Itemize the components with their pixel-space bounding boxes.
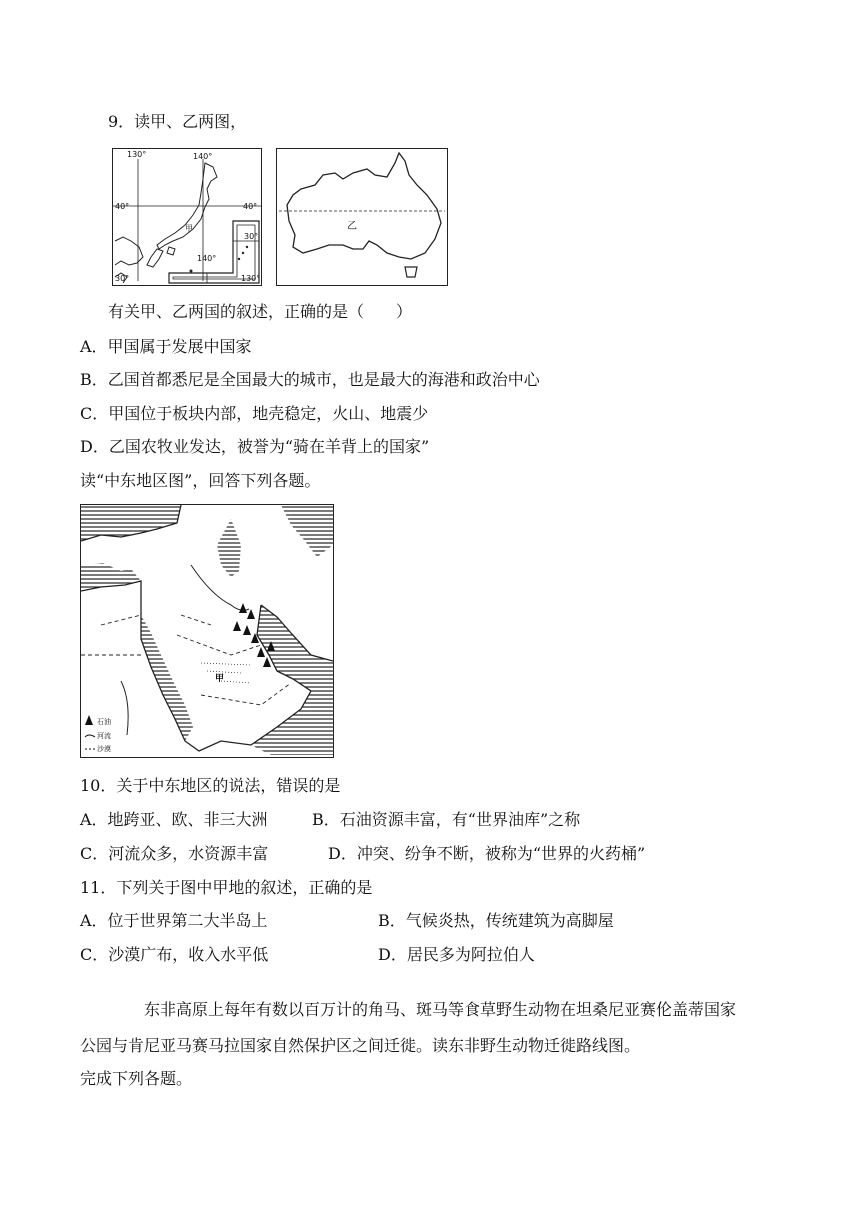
- q10-stem: 10．关于中东地区的说法，错误的是: [80, 776, 341, 795]
- q9-option-c: C．甲国位于板块内部，地壳稳定，火山、地震少: [80, 404, 429, 423]
- lat-30-right-label: 30°: [244, 232, 259, 241]
- jia-label: 甲: [185, 224, 193, 233]
- q10-option-a: A．地跨亚、欧、非三大洲: [80, 810, 268, 829]
- q9-option-d: D．乙国农牧业发达，被誉为“骑在羊背上的国家”: [80, 437, 430, 456]
- map-jia-japan: [112, 148, 262, 286]
- lat-40-right-label: 40°: [243, 202, 258, 211]
- lat-40-left-label: 40°: [115, 202, 130, 211]
- legend-river-icon: [85, 735, 95, 737]
- q11-option-c: C．沙漠广布，收入水平低: [80, 945, 269, 964]
- map-middle-east: [80, 504, 334, 758]
- middle-east-intro: 读“中东地区图”，回答下列各题。: [80, 471, 321, 490]
- inset-130-label: 130°: [241, 274, 261, 283]
- lon-140-label: 140°: [193, 152, 213, 161]
- q9-intro: 9．读甲、乙两图，: [108, 112, 247, 131]
- q11-option-b: B．气候炎热，传统建筑为高脚屋: [378, 911, 614, 930]
- east-africa-para-line2: 公园与肯尼亚马赛马拉国家自然保护区之间迁徙。读东非野生动物迁徙路线图。: [80, 1036, 641, 1055]
- map-yi-australia: [276, 148, 448, 286]
- q11-stem: 11．下列关于图中甲地的叙述，正确的是: [80, 878, 373, 897]
- lat-30-left-label: 30°: [115, 274, 130, 283]
- me-jia-label: 甲: [215, 674, 225, 684]
- q9-option-a: A．甲国属于发展中国家: [80, 337, 252, 356]
- q9-option-b: B．乙国首都悉尼是全国最大的城市，也是最大的海港和政治中心: [80, 370, 540, 389]
- lon-130-label: 130°: [127, 150, 147, 159]
- legend-river-text: 河流: [97, 732, 111, 740]
- q10-option-d: D．冲突、纷争不断，被称为“世界的火药桶”: [328, 844, 646, 863]
- east-africa-para-line3: 完成下列各题。: [80, 1069, 193, 1088]
- legend: [85, 715, 111, 753]
- q11-option-a: A．位于世界第二大半岛上: [80, 911, 268, 930]
- yi-label: 乙: [347, 221, 357, 232]
- q11-option-d: D．居民多为阿拉伯人: [378, 945, 535, 964]
- legend-oil-text: 石油: [97, 718, 111, 726]
- legend-oil-icon: [85, 715, 93, 725]
- q9-stem: 有关甲、乙两国的叙述，正确的是（ ）: [108, 302, 413, 321]
- q10-option-c: C．河流众多，水资源丰富: [80, 844, 269, 863]
- q10-option-b: B．石油资源丰富，有“世界油库”之称: [312, 810, 581, 829]
- legend-desert-text: 沙漠: [97, 745, 111, 753]
- east-africa-para-line1: 东非高原上每年有数以百万计的角马、斑马等食草野生动物在坦桑尼亚赛伦盖蒂国家: [144, 1000, 737, 1019]
- inset-140-label: 140°: [197, 254, 217, 263]
